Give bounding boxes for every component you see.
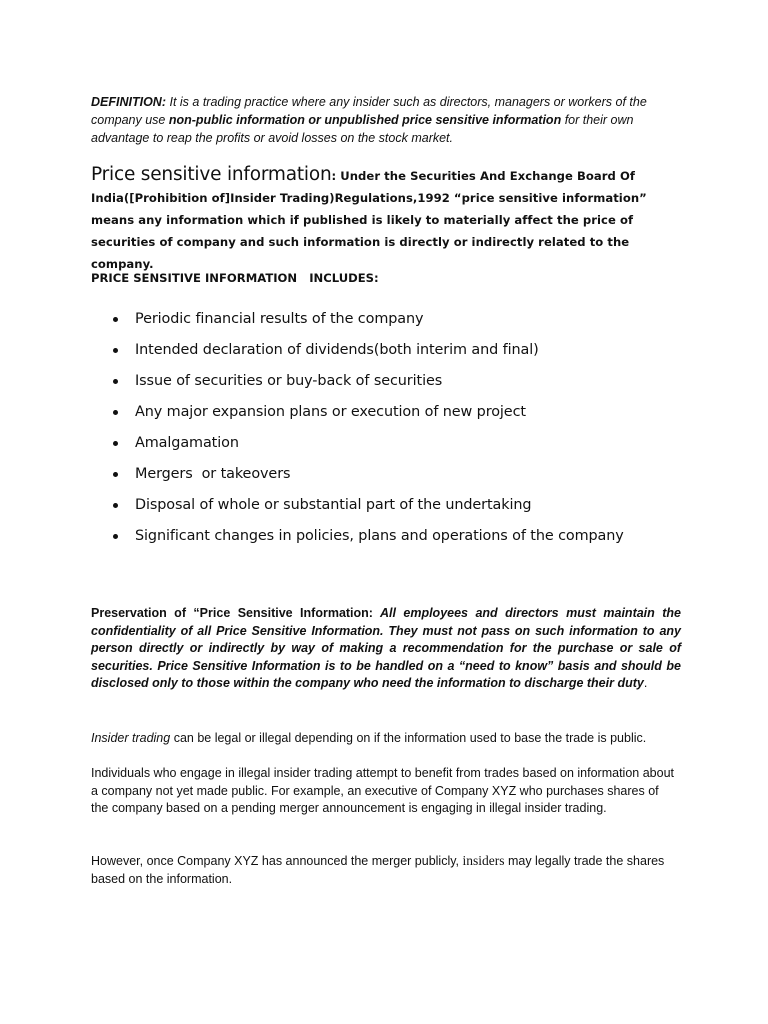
definition-paragraph [91,93,681,147]
list-item [113,492,624,523]
list-item-text: Any major expansion plans or execution of new project [135,404,526,420]
list-item-text: Issue of securities or buy-back of securities [135,373,443,389]
insider-trading-paragraph [91,729,646,747]
however-text-2: may legally trade the shares based on the information. [91,854,665,886]
list-item [113,337,624,368]
bullet-icon [113,503,118,508]
definition-label: DEFINITION: [91,95,166,109]
price-sensitive-info-paragraph [91,164,681,275]
list-item [113,523,624,554]
individuals-paragraph: Individuals who engage in illegal insider trading attempt to benefit from trades based on information about a company not yet made public. For example, an executive of Company XYZ who purchases shares of the company based on a pending merger announcement is engaging in illegal insider trading. [91,766,674,815]
list-item [113,461,624,492]
bullet-icon [113,534,118,539]
however-insiders-word: insiders [462,853,505,868]
definition-text-1: It is a trading practice where any insider such as directors, managers or workers of the company use [91,95,647,127]
definition-emphasis: non-public information or unpublished price sensitive information [168,113,562,127]
list-item [113,430,624,461]
preservation-body: All employees and directors must maintain the confidentiality of all Price Sensitive Information. They must not pass on such information to any person directly or indirectly by way of making a recommendation for the purchase or sale of securities. Price Sensitive Information is to be handled on a “need to know” basis and should be disclosed only to those within the company who need the information to discharge their duty [91,606,681,690]
bullet-icon [113,410,118,415]
preservation-label: Preservation of “Price Sensitive Information: [91,606,373,620]
however-paragraph [91,852,681,888]
bullet-icon [113,441,118,446]
list-item-text: Intended declaration of dividends(both interim and final) [135,342,539,358]
price-sensitive-info-body: : Under the Securities And Exchange Board Of India([Prohibition of]Insider Trading)Regulations,1992 “price sensitive information” means any information which if published is likely to materially affect the price of securities of company and such information is directly or indirectly related to the company. [91,169,647,271]
however-text-1: However, once Company XYZ has announced the merger publicly, [91,854,463,868]
bullet-icon [113,348,118,353]
list-item [113,368,624,399]
bullet-icon [113,317,118,322]
price-sensitive-info-heading: Price sensitive information [91,164,332,185]
list-item [113,306,624,337]
list-item-text: Periodic financial results of the company [135,311,424,327]
list-item-text: Mergers or takeovers [135,466,291,482]
insider-trading-text: can be legal or illegal depending on if the information used to base the trade is public. [170,731,647,745]
bullet-icon [113,472,118,477]
list-item [113,399,624,430]
list-item-text: Disposal of whole or substantial part of the undertaking [135,497,532,513]
includes-heading: PRICE SENSITIVE INFORMATION INCLUDES: [91,271,379,285]
preservation-paragraph [91,605,681,693]
insider-trading-term: Insider trading [91,731,171,745]
list-item-text: Amalgamation [135,435,239,451]
definition-text-2: for their own advantage to reap the profits or avoid losses on the stock market. [91,113,634,145]
bullet-list [113,306,624,554]
preservation-end: . [643,676,648,690]
list-item-text: Significant changes in policies, plans and operations of the company [135,528,624,544]
bullet-icon [113,379,118,384]
